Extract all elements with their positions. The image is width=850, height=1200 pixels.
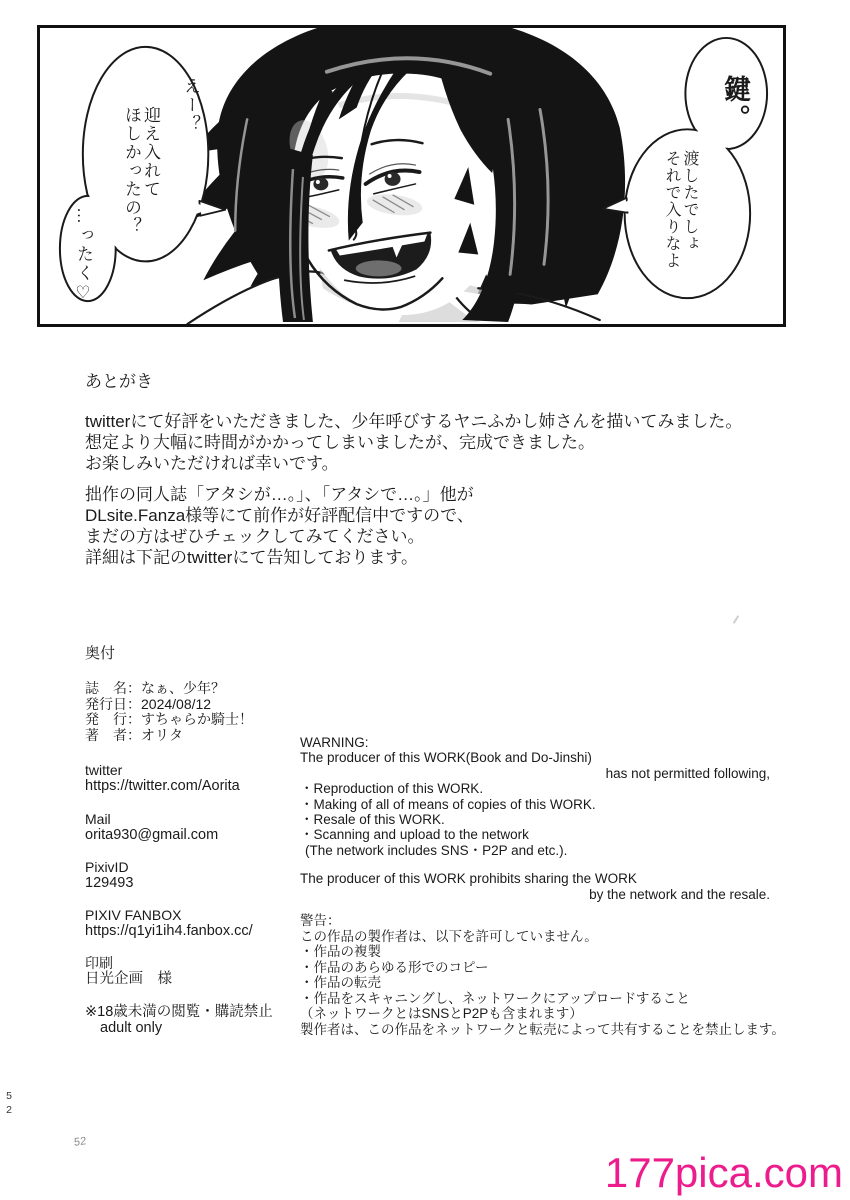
hair-left-lock [278, 147, 313, 322]
afterword-line: twitterにて好評をいただきました、少年呼びするヤニふかし姉さんを描いてみました。 [85, 412, 743, 431]
contact-value: 129493 [85, 874, 134, 891]
warning-en-bullet: ・Resale of this WORK. [300, 812, 445, 828]
manga-panel [37, 25, 786, 327]
afterword-line: まだの方はぜひチェックしてみてください。 [85, 527, 425, 546]
colophon-row: 誌 名：なぁ、少年？ [85, 680, 225, 696]
contact-value: 日光企画 様 [85, 970, 172, 987]
scan-artifact-mark [733, 615, 739, 624]
contact-twitter [85, 763, 240, 794]
afterword-line: DLsite.Fanza様等にて前作が好評配信中ですので、 [85, 506, 474, 525]
colophon-rows [85, 681, 253, 743]
warning-en-bullet: ・Reproduction of this WORK. [300, 781, 484, 797]
warning-en-title: WARNING: [300, 735, 369, 750]
afterword-line: 詳細は下記のtwitterにて告知しております。 [85, 548, 418, 567]
bubble-left-text [122, 106, 160, 236]
bubble-left-sub-text: …ったく♡ [74, 207, 93, 305]
warning-en-line: has not permitted following, [605, 765, 770, 781]
contact-label: Mail [85, 811, 111, 827]
warning-jp-bullet: ・作品の複製 [300, 944, 381, 959]
bubble-right-text [662, 150, 698, 269]
bubble-right-line: 渡したでしょ [681, 150, 698, 252]
warning-en-line: The producer of this WORK prohibits sharing the WORK [300, 871, 637, 887]
warning-jp-bullet: （ネットワークとはSNSとP2Pも含まれます） [300, 1006, 583, 1021]
afterword-heading: あとがき [85, 372, 153, 391]
warning-jp-bullet: ・作品の転売 [300, 975, 381, 990]
colophon-heading: 奥付 [85, 645, 116, 662]
watermark: 177pica.com [604, 1149, 843, 1196]
contact-mail [85, 812, 218, 843]
age-restriction-line: adult only [100, 1020, 163, 1036]
warning-jp-line: 製作者は、この作品をネットワークと転売によって共有することを禁止します。 [300, 1021, 785, 1037]
contact-label: twitter [85, 762, 123, 778]
warning-en-bullet: ・Scanning and upload to the network [300, 827, 529, 843]
warning-jp-bullet: ・作品のあらゆる形でのコピー [300, 959, 489, 975]
contact-label: PixivID [85, 859, 129, 875]
warning-en-line: The producer of this WORK(Book and Do-Jinshi) [300, 750, 592, 766]
warning-en-bullet: ・Making of all of means of copies of this WORK. [300, 796, 596, 812]
bubble-right-keyword: 鍵。 [720, 75, 750, 133]
age-restriction-note [85, 1004, 273, 1036]
afterword-line: お楽しみいただければ幸いです。 [85, 454, 339, 473]
contact-value: https://twitter.com/Aorita [85, 777, 240, 794]
contact-value: orita930@gmail.com [85, 826, 219, 843]
warning-jp-bullet: ・作品をスキャニングし、ネットワークにアップロードすること [300, 990, 690, 1006]
warning-japanese [300, 913, 800, 1037]
bubble-left-line: ほしかったの？ [122, 106, 141, 236]
contact-fanbox [85, 908, 253, 939]
colophon-row: 発 行：すちゃらか騎士！ [85, 711, 253, 727]
warning-en-bullet: (The network includes SNS・P2P and etc.). [305, 842, 568, 858]
colophon-row: 発行日：2024/08/12 [85, 695, 212, 712]
bubble-left-line: 迎え入れて [141, 106, 160, 199]
warning-en-line: by the network and the resale. [589, 886, 770, 902]
bubble-right-line: それで入りなよ [663, 150, 680, 269]
warning-jp-title: 警告： [300, 913, 341, 928]
contact-printer [85, 956, 172, 987]
page-number-handwritten: 52 [73, 1135, 87, 1149]
contact-pixiv-id [85, 860, 133, 891]
colophon-row: 著 者：オリタ [85, 726, 183, 743]
warning-jp-line: この作品の製作者は、以下を許可していません。 [300, 928, 598, 944]
contact-label: PIXIV FANBOX [85, 907, 182, 923]
warning-english [300, 735, 770, 902]
bubble-left-exclamation: えー？ [181, 77, 200, 134]
contact-label: 印刷 [85, 955, 113, 971]
afterword-line: 想定より大幅に時間がかかってしまいましたが、完成できました。 [85, 433, 595, 452]
page-number-side: 52 [3, 1090, 15, 1118]
age-restriction-line: ※18歳未満の閲覧・購読禁止 [85, 1004, 273, 1020]
afterword-section [85, 371, 742, 568]
afterword-line: 拙作の同人誌「アタシが…。」、「アタシで…。」他が [85, 485, 474, 504]
contact-value: https://q1yi1ih4.fanbox.cc/ [85, 922, 253, 939]
